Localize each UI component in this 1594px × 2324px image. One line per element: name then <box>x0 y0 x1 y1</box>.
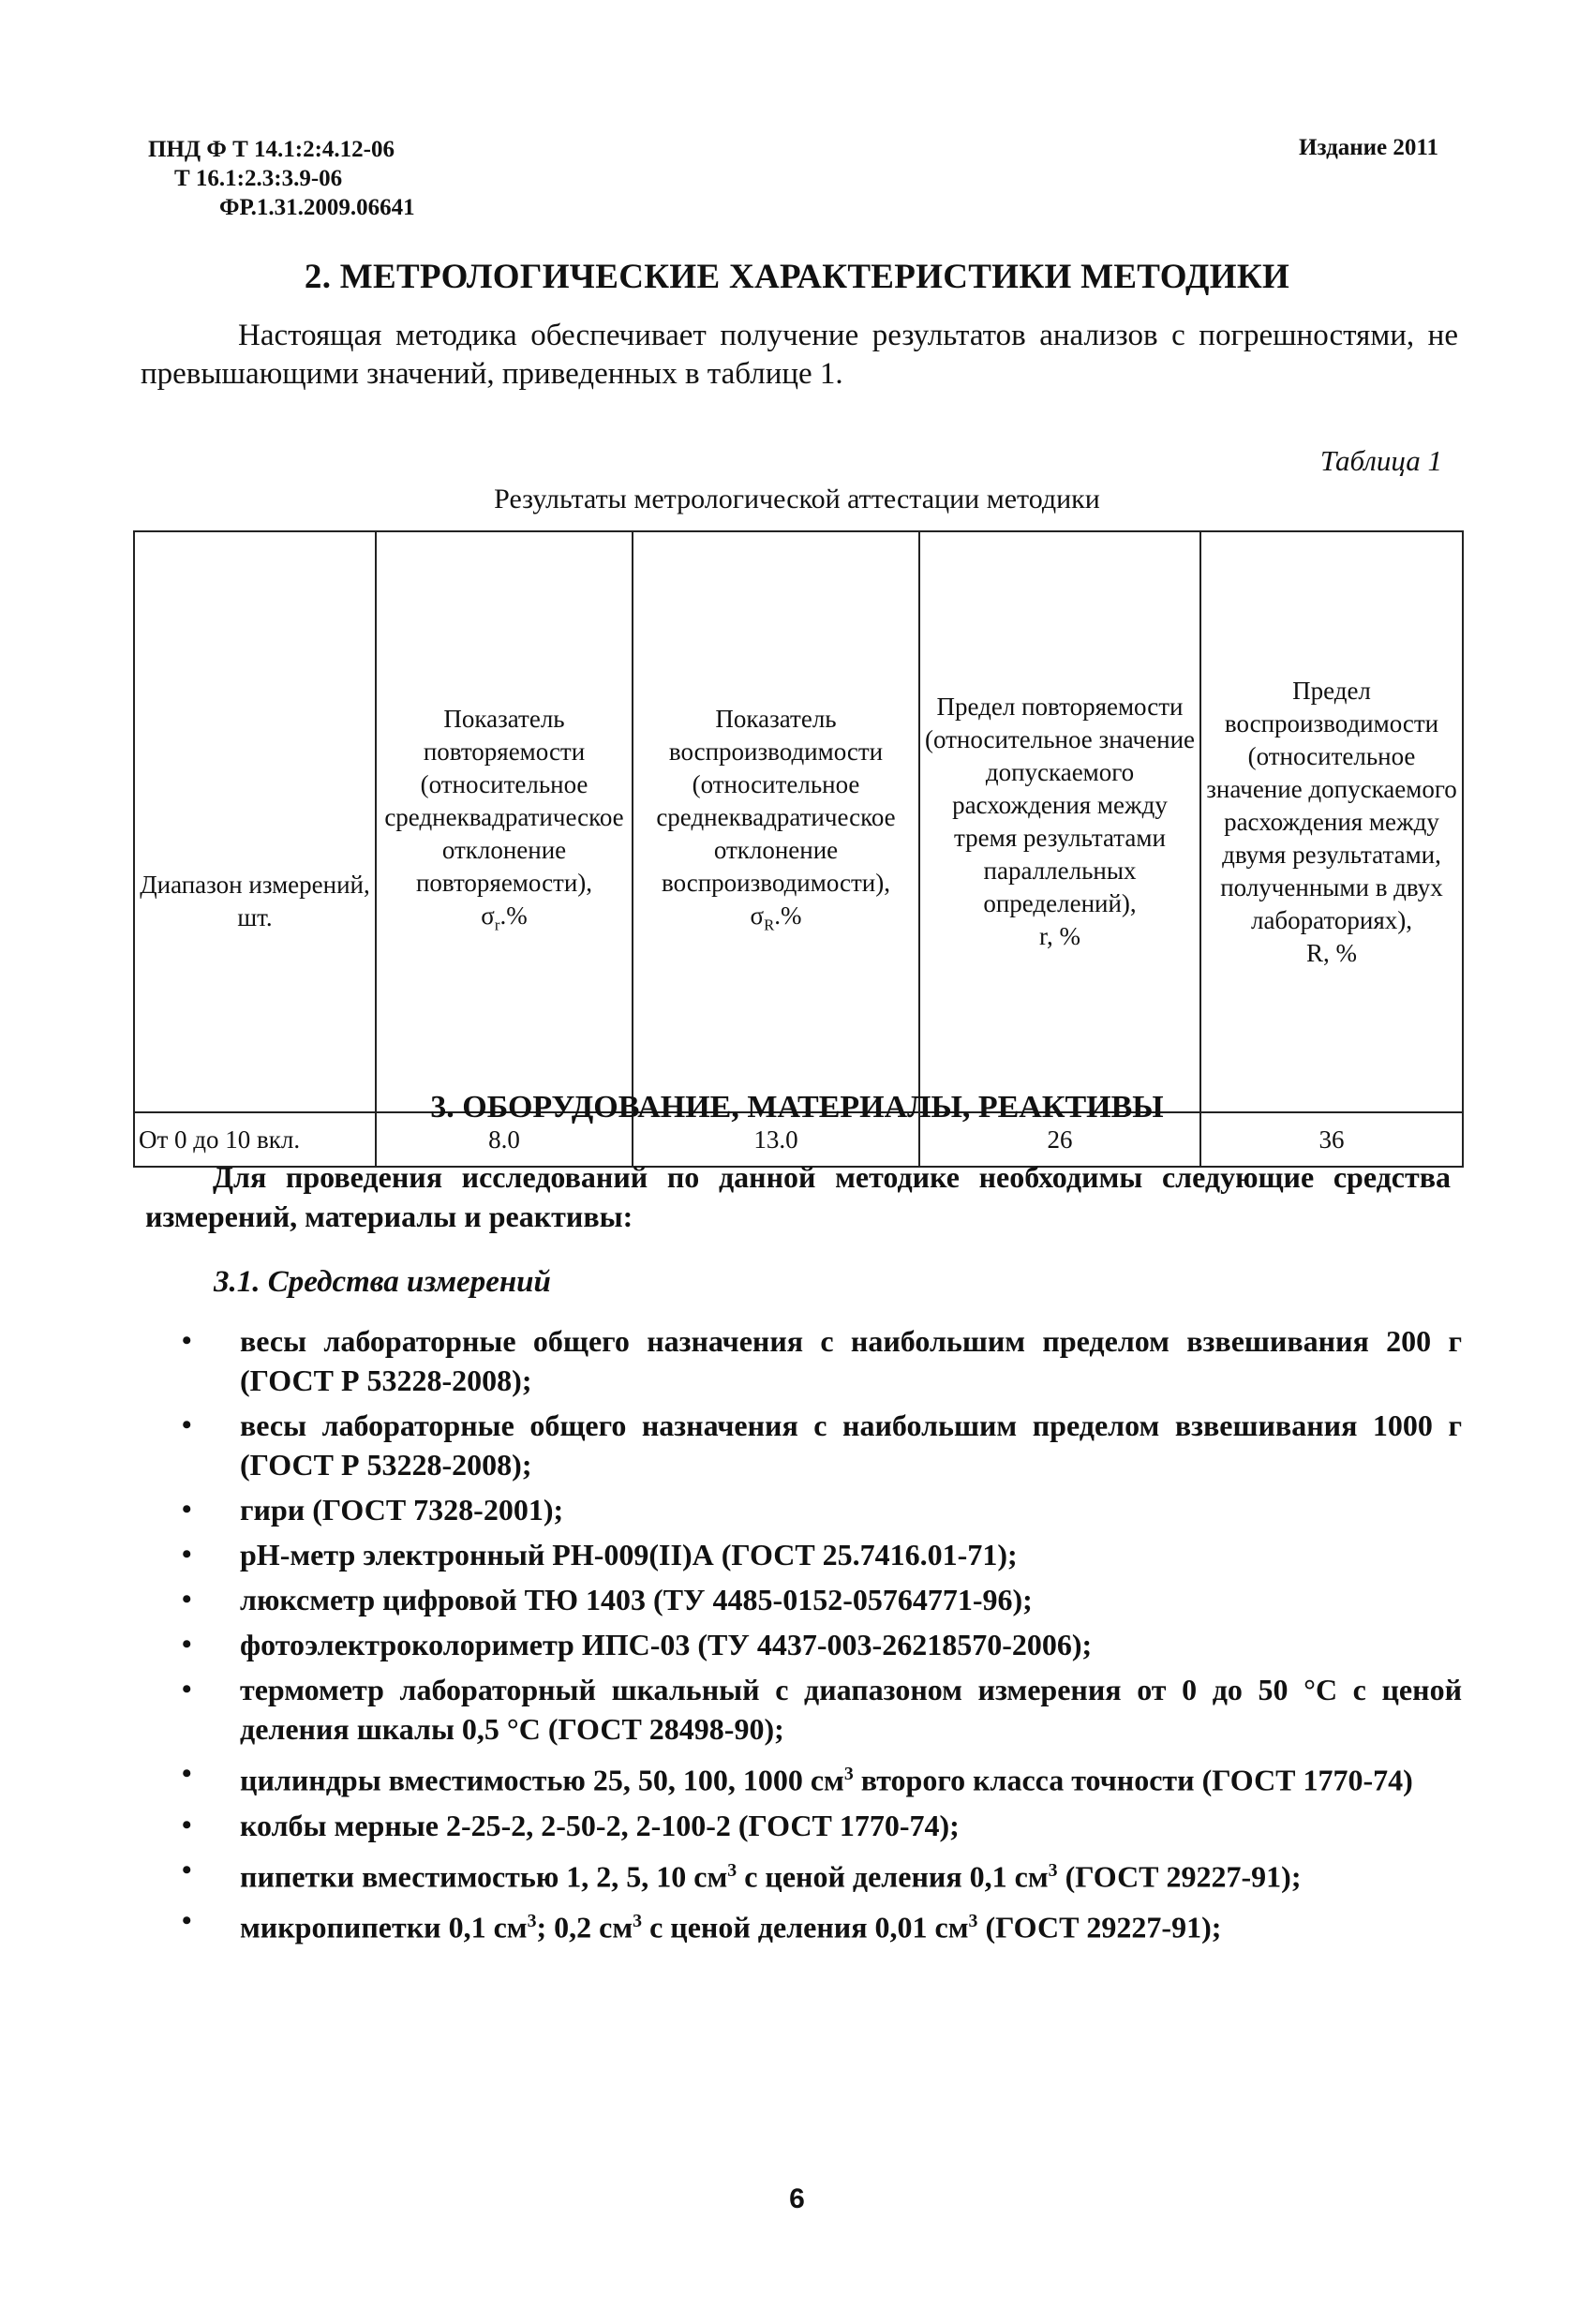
superscript: 3 <box>527 1911 537 1932</box>
bullet-icon: • <box>182 1809 192 1840</box>
list-item-text: рН-метр электронный РН-009(II)А (ГОСТ 25.7416.01-71); <box>240 1538 1018 1572</box>
header-repeat-limit-text: Предел повторяемости (относительное значение допускаемого расхождения между тремя результатами параллельных определений), <box>924 693 1196 917</box>
section-3-intro <box>145 1157 1451 1236</box>
list-item-text: весы лабораторные общего назначения с наибольшим пределом взвешивания 1000 г (ГОСТ Р 53228-2008); <box>240 1408 1462 1482</box>
cell-repeat-limit: 26 <box>919 1112 1200 1167</box>
list-item <box>182 1754 1462 1800</box>
list-item-text: с ценой деления 0,1 см <box>737 1859 1049 1894</box>
list-item-text: фотоэлектроколориметр ИПС-03 (ТУ 4437-003-26218570-2006); <box>240 1628 1093 1661</box>
header-range <box>134 531 376 1112</box>
list-item <box>182 1321 1462 1400</box>
bullet-icon: • <box>182 1409 192 1440</box>
header-range-text: Диапазон измерений, шт. <box>140 871 370 931</box>
section-2-title: 2. МЕТРОЛОГИЧЕСКИЕ ХАРАКТЕРИСТИКИ МЕТОДИКИ <box>304 258 1290 296</box>
list-item-text: колбы мерные 2-25-2, 2-50-2, 2-100-2 (ГОСТ 1770-74); <box>240 1808 960 1842</box>
list-item-text: (ГОСТ 29227-91); <box>1057 1859 1302 1894</box>
subsection-3-1-title: 3.1. Средства измерений <box>214 1265 551 1299</box>
list-item-text: с ценой деления 0,01 см <box>642 1910 969 1944</box>
cell-repro-limit: 36 <box>1200 1112 1463 1167</box>
list-item <box>182 1851 1462 1897</box>
superscript: 3 <box>727 1859 737 1881</box>
list-item-text: весы лабораторные общего назначения с наибольшим пределом взвешивания 200 г (ГОСТ Р 53228-2008); <box>240 1324 1462 1397</box>
measuring-instruments-list <box>182 1321 1462 1953</box>
sigma-R-unit: .% <box>774 901 802 930</box>
list-item-text: цилиндры вместимостью 25, 50, 100, 1000 см <box>240 1763 844 1797</box>
sigma-R-symbol: σ <box>750 901 765 930</box>
section-2-text-content: Настоящая методика обеспечивает получение результатов анализов с погрешностями, не превышающими значений, приведенных в таблице 1. <box>141 319 1458 391</box>
table-label: Таблица 1 <box>1319 444 1442 477</box>
bullet-icon: • <box>182 1325 192 1356</box>
sigma-r-symbol: σ <box>481 901 495 930</box>
header-repro-limit-text: Предел воспроизводимости (относительное значение допускаемого расхождения между двумя результатами, полученными в двух лабораториях), <box>1206 676 1457 934</box>
doc-code-2: Т 16.1:2.3:3.9-06 <box>174 166 343 191</box>
superscript: 3 <box>633 1911 643 1932</box>
page-number: 6 <box>789 2183 805 2214</box>
bullet-icon: • <box>182 1584 192 1615</box>
bullet-icon: • <box>182 1758 192 1789</box>
cell-range: От 0 до 10 вкл. <box>134 1112 376 1167</box>
bullet-icon: • <box>182 1494 192 1525</box>
list-item-text: ; 0,2 см <box>536 1910 633 1944</box>
list-item-text: (ГОСТ 29227-91); <box>977 1910 1222 1944</box>
header-repeat-limit <box>919 531 1200 1112</box>
cell-repro-index: 13.0 <box>633 1112 919 1167</box>
section-2-text <box>141 317 1458 394</box>
list-item <box>182 1490 1462 1529</box>
cell-repeat-index: 8.0 <box>376 1112 633 1167</box>
header-repro-index-text: Показатель воспроизводимости (относительное среднеквадратическое отклонение воспроизводимости), <box>656 704 896 897</box>
bullet-icon: • <box>182 1674 192 1705</box>
edition-label: Издание 2011 <box>1299 135 1438 160</box>
sigma-r-sub: r <box>494 916 500 934</box>
bullet-icon: • <box>182 1629 192 1660</box>
list-item-text: люксметр цифровой ТЮ 1403 (ТУ 4485-0152-05764771-96); <box>240 1583 1033 1616</box>
bullet-icon: • <box>182 1854 192 1885</box>
list-item <box>182 1670 1462 1749</box>
superscript: 3 <box>1048 1859 1058 1881</box>
sigma-r-unit: .% <box>499 901 528 930</box>
list-item <box>182 1625 1462 1664</box>
list-item-text: второго класса точности (ГОСТ 1770-74) <box>853 1763 1413 1797</box>
header-repro-limit-unit: R, % <box>1306 938 1357 967</box>
superscript: 3 <box>968 1911 978 1932</box>
header-repro-index <box>633 531 919 1112</box>
list-item <box>182 1535 1462 1574</box>
metrology-table <box>133 530 1464 1168</box>
sigma-R-sub: R <box>764 916 775 934</box>
list-item-text: гири (ГОСТ 7328-2001); <box>240 1493 564 1527</box>
list-item-text: пипетки вместимостью 1, 2, 5, 10 см <box>240 1859 728 1894</box>
list-item <box>182 1806 1462 1845</box>
bullet-icon: • <box>182 1905 192 1937</box>
document-code-block <box>148 135 415 222</box>
table-title: Результаты метрологической аттестации методики <box>494 484 1100 514</box>
list-item <box>182 1580 1462 1619</box>
header-repeat-index <box>376 531 633 1112</box>
doc-code-1: ПНД Ф Т 14.1:2:4.12-06 <box>148 137 395 162</box>
superscript: 3 <box>843 1764 854 1784</box>
doc-code-3: ФР.1.31.2009.06641 <box>219 195 415 220</box>
header-repeat-index-text: Показатель повторяемости (относительное среднеквадратическое отклонение повторяемости), <box>384 704 624 897</box>
list-item-text: термометр лабораторный шкальный с диапазоном измерения от 0 до 50 °С с ценой деления шкалы 0,5 °С (ГОСТ 28498-90); <box>240 1673 1462 1746</box>
header-repeat-limit-unit: r, % <box>1039 922 1080 950</box>
header-repro-limit <box>1200 531 1463 1112</box>
list-item <box>182 1406 1462 1484</box>
section-3-title: 3. ОБОРУДОВАНИЕ, МАТЕРИАЛЫ, РЕАКТИВЫ <box>430 1090 1164 1125</box>
section-3-intro-text: Для проведения исследований по данной методике необходимы следующие средства измерений, материалы и реактивы: <box>145 1160 1451 1233</box>
list-item <box>182 1901 1462 1947</box>
list-item-text: микропипетки 0,1 см <box>240 1910 528 1944</box>
table-header-row <box>134 531 1463 1112</box>
bullet-icon: • <box>182 1539 192 1570</box>
